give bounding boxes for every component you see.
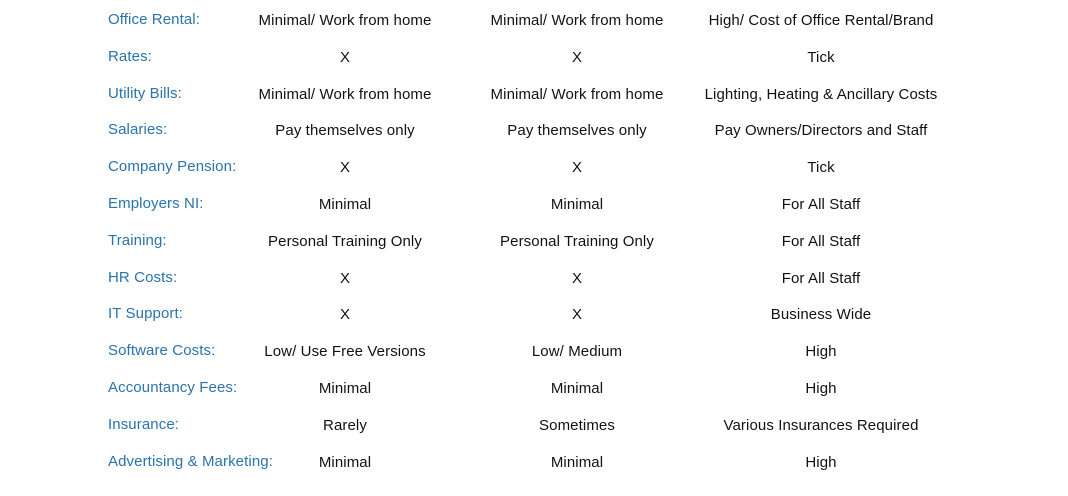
cell-column-1: X [339, 48, 351, 66]
cell-column-3: Various Insurances Required [723, 416, 919, 434]
cell-column-1: X [339, 269, 351, 287]
cell-column-2: Minimal/ Work from home [490, 12, 664, 29]
row-label: IT Support: [108, 305, 184, 323]
table-row [0, 1, 1068, 38]
table-row [0, 111, 1068, 148]
cell-column-1: Minimal/ Work from home [258, 12, 432, 29]
cost-comparison-table [0, 1, 1068, 479]
row-label: Office Rental: [108, 11, 201, 28]
cell-column-2: Low/ Medium [531, 343, 623, 361]
cell-column-3: Business Wide [770, 306, 872, 324]
cell-column-1: Minimal [318, 453, 372, 471]
cell-column-1: Minimal [318, 379, 372, 397]
cell-column-1: X [339, 306, 351, 324]
table-row [0, 148, 1068, 185]
cell-column-3: Lighting, Heating & Ancillary Costs [704, 85, 938, 103]
cell-column-3: High [805, 453, 837, 471]
cell-column-2: Minimal [550, 195, 604, 213]
table-row [0, 259, 1068, 296]
cell-column-3: For All Staff [781, 195, 861, 213]
cell-column-2: Minimal [550, 453, 604, 471]
row-label: Accountancy Fees: [108, 378, 238, 396]
table-row [0, 185, 1068, 222]
table-row [0, 295, 1068, 332]
table-row [0, 332, 1068, 369]
row-label: Software Costs: [108, 342, 216, 360]
cell-column-3: Tick [807, 48, 835, 66]
cell-column-3: For All Staff [781, 232, 861, 250]
row-label: Rates: [108, 47, 152, 65]
row-label: Salaries: [108, 121, 168, 139]
row-label: Utility Bills: [108, 84, 182, 102]
table-row [0, 38, 1068, 75]
cell-column-1: Minimal/ Work from home [258, 85, 432, 103]
cell-column-1: Low/ Use Free Versions [264, 343, 426, 361]
cell-column-3: For All Staff [781, 269, 861, 287]
cell-column-3: High/ Cost of Office Rental/Brand [708, 12, 934, 29]
cell-column-3: Pay Owners/Directors and Staff [714, 122, 928, 140]
cell-column-2: X [571, 48, 583, 66]
cell-column-2: Minimal/ Work from home [490, 85, 664, 103]
table-row [0, 369, 1068, 406]
cell-column-1: Rarely [323, 416, 367, 434]
cell-column-1: Personal Training Only [268, 232, 422, 250]
cell-column-2: Personal Training Only [500, 232, 654, 250]
cell-column-3: High [805, 379, 837, 397]
cell-column-2: Pay themselves only [507, 122, 647, 140]
row-label: Insurance: [108, 415, 180, 433]
cell-column-1: X [339, 159, 351, 177]
row-label: HR Costs: [108, 268, 178, 286]
cell-column-2: Sometimes [539, 416, 615, 434]
cell-column-2: Minimal [550, 379, 604, 397]
table-row [0, 443, 1068, 480]
row-label: Training: [108, 231, 167, 249]
table-row [0, 222, 1068, 259]
row-label: Employers NI: [108, 194, 204, 212]
cell-column-3: High [805, 343, 837, 361]
table-row [0, 406, 1068, 443]
cell-column-2: X [571, 269, 583, 287]
cell-column-2: X [571, 159, 583, 177]
cell-column-1: Minimal [318, 195, 372, 213]
cell-column-1: Pay themselves only [275, 122, 415, 140]
row-label: Company Pension: [108, 158, 237, 176]
cell-column-2: X [571, 306, 583, 324]
cell-column-3: Tick [807, 159, 835, 177]
table-row [0, 75, 1068, 112]
row-label: Advertising & Marketing: [108, 452, 273, 470]
